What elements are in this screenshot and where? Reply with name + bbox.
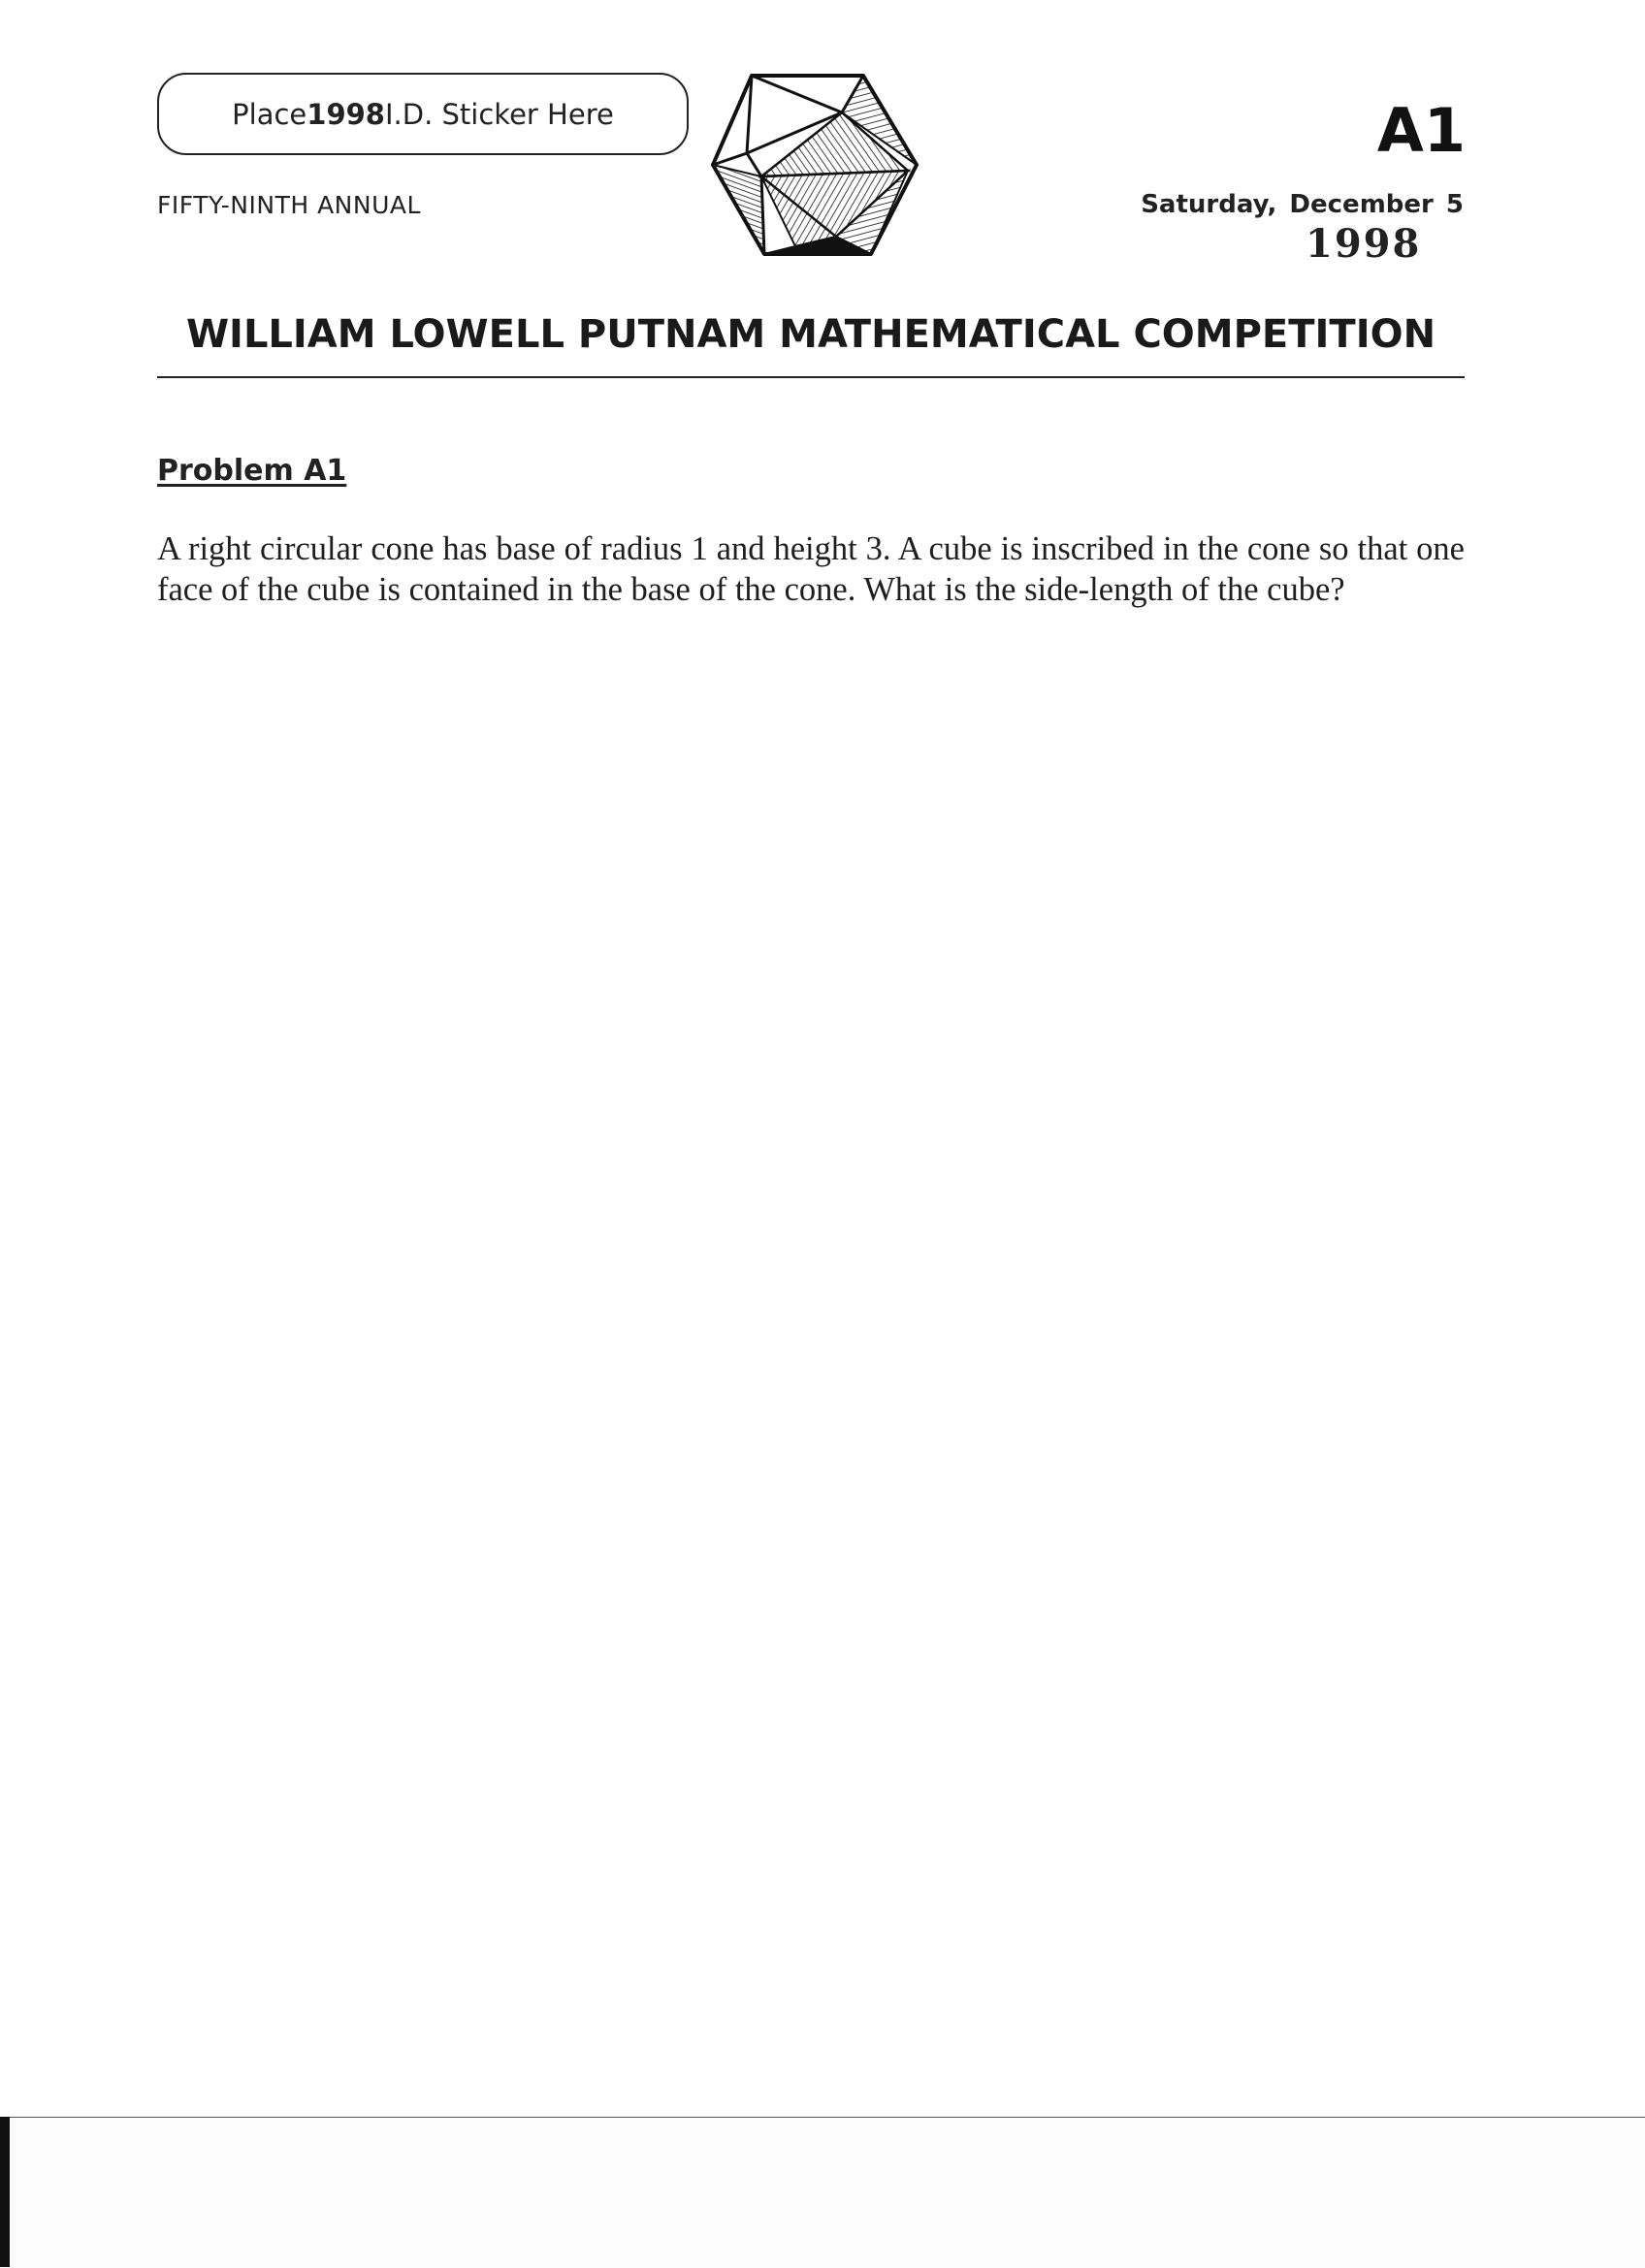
title-divider xyxy=(157,376,1465,378)
competition-title: WILLIAM LOWELL PUTNAM MATHEMATICAL COMPETITION xyxy=(185,312,1436,357)
sticker-year: 1998 xyxy=(306,97,385,131)
problem-statement: A right circular cone has base of radius 1 and height 3. A cube is inscribed in the cone so that one face of the cube is contained in the base of the cone. What is the side-length of the cube? xyxy=(157,530,1465,608)
sticker-prefix: Place xyxy=(232,97,307,131)
problem-heading: Problem A1 xyxy=(157,454,347,488)
exam-year: 1998 xyxy=(1306,221,1422,267)
sticker-suffix: I.D. Sticker Here xyxy=(384,97,614,131)
page-bottom-edge xyxy=(0,2117,1645,2268)
icosahedron-logo-icon xyxy=(708,70,921,260)
exam-date: Saturday, December 5 xyxy=(1141,190,1464,219)
page-edge-shadow xyxy=(0,2117,10,2267)
id-sticker-box xyxy=(157,73,689,155)
annual-label: FIFTY-NINTH ANNUAL xyxy=(157,191,421,219)
problem-code: A1 xyxy=(1376,95,1466,166)
